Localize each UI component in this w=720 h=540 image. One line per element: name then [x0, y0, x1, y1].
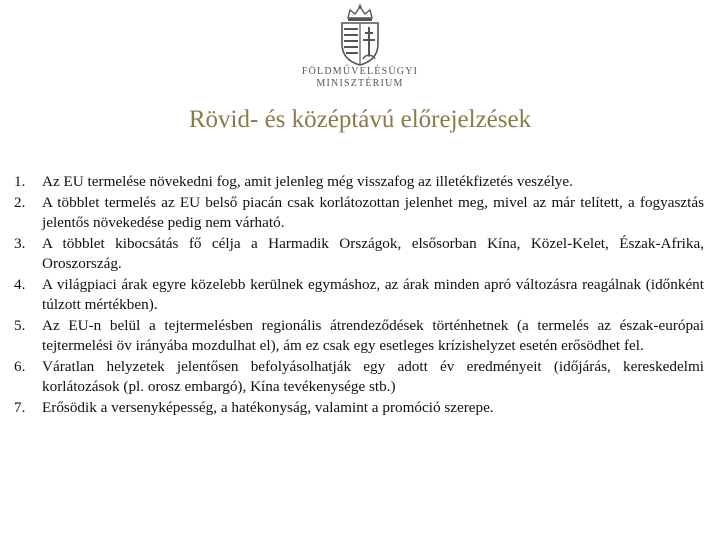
ministry-logo: [282, 4, 438, 96]
item-text: Az EU-n belül a tejtermelésben regionális átrendeződések történhetnek (a termelés az észak-európai tejtermelési öv irányába mozdulhat el), ám ez csak egy esetleges krízishelyzet esetén erősödhet fel.: [42, 316, 704, 354]
list-item: [14, 357, 704, 398]
forecast-list: [14, 172, 704, 418]
item-text: Erősödik a versenyképesség, a hatékonyság, valamint a promóció szerepe.: [42, 398, 494, 416]
item-text: Váratlan helyzetek jelentősen befolyásolhatják egy adott év eredményeit (időjárás, kereskedelmi korlátozások (pl. orosz embargó), Kína tevékenysége stb.): [42, 357, 704, 395]
item-text: A többlet kibocsátás fő célja a Harmadik Országok, elsősorban Kína, Közel-Kelet, Észak-Afrika, Oroszország.: [42, 234, 704, 272]
item-number: 2.: [14, 193, 26, 211]
logo-text-line2: MINISZTÉRIUM: [316, 78, 404, 89]
item-number: 1.: [14, 173, 26, 190]
item-number: 4.: [14, 275, 26, 293]
list-item: [14, 193, 704, 234]
item-text: A többlet termelés az EU belső piacán csak korlátozottan jelenhet meg, mivel az már telített, a fogyasztás jelentős növekedése pedig nem várható.: [42, 193, 704, 231]
slide-title: Rövid- és középtávú előrejelzések: [188, 106, 532, 133]
item-number: 3.: [14, 234, 26, 252]
list-item: [14, 275, 704, 316]
item-text: Az EU termelése növekedni fog, amit jelenleg még visszafog az illetékfizetés veszélye.: [42, 173, 573, 190]
list-item: [14, 234, 704, 275]
item-text: A világpiaci árak egyre közelebb kerülnek egymáshoz, az árak minden apró változásra reagálnak (időnként túlzott mértékben).: [42, 275, 704, 313]
list-item: [14, 398, 704, 419]
item-number: 5.: [14, 316, 26, 334]
coat-of-arms-icon: [338, 4, 382, 66]
logo-text-line1: FÖLDMŰVELÉSÜGYI: [301, 66, 419, 77]
item-number: 6.: [14, 357, 26, 375]
item-number: 7.: [14, 398, 26, 416]
list-item: [14, 172, 704, 193]
list-item: [14, 316, 704, 357]
